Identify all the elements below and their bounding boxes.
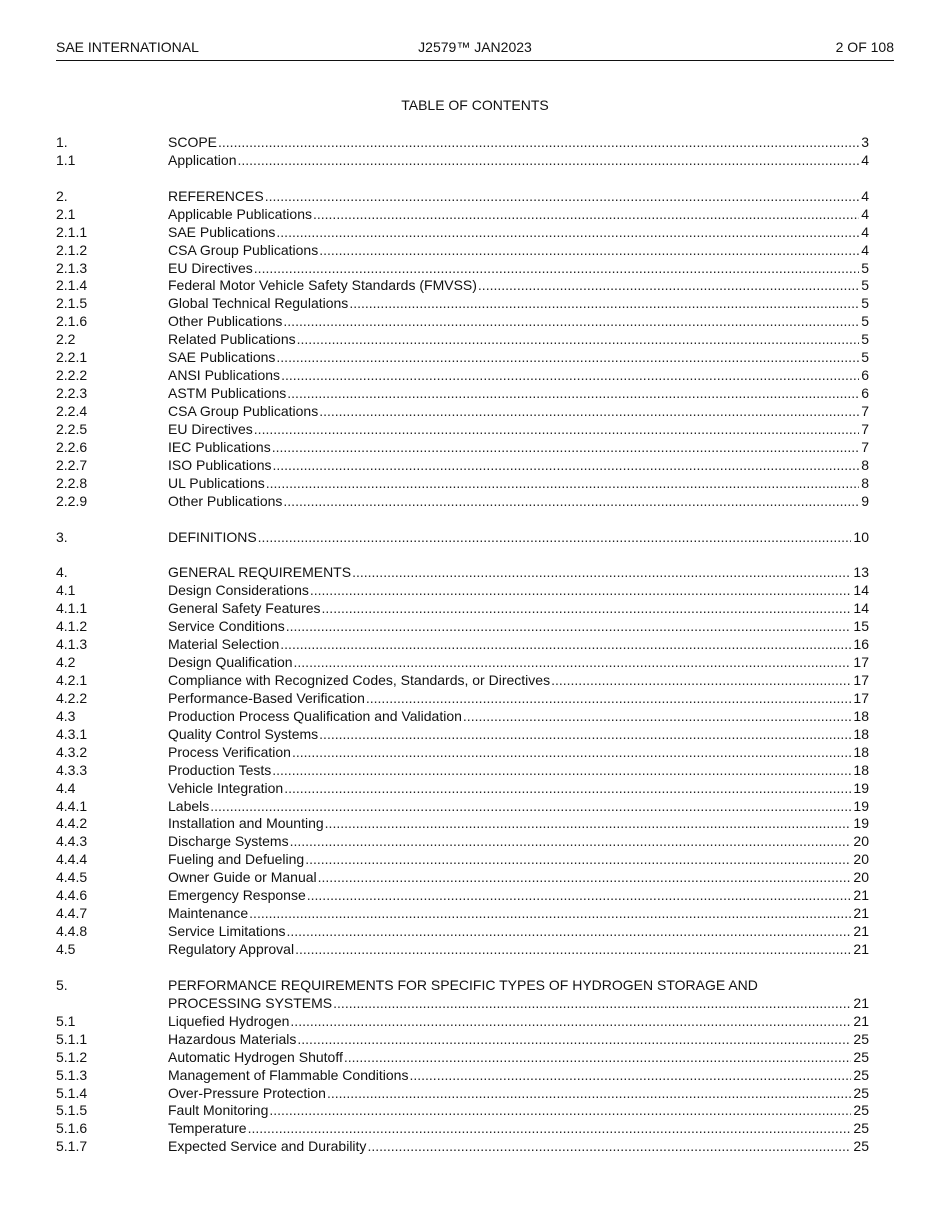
header-organization: SAE INTERNATIONAL	[56, 39, 199, 55]
toc-entry[interactable]	[56, 564, 869, 582]
toc-entry-number: 4.5	[56, 941, 76, 958]
toc-entry[interactable]	[56, 780, 869, 798]
toc-entry[interactable]	[56, 618, 869, 636]
toc-entry-page: 14	[853, 600, 869, 617]
toc-entry-title: Related Publications	[168, 331, 296, 348]
toc-entry-title: UL Publications	[168, 474, 265, 491]
toc-entry-number: 1.	[56, 134, 68, 150]
dot-leader	[366, 690, 852, 708]
dot-leader	[272, 439, 859, 457]
toc-entry-title: SCOPE	[168, 134, 218, 150]
dot-leader	[254, 421, 859, 439]
dot-leader	[352, 564, 851, 582]
dot-leader	[344, 1049, 852, 1067]
toc-entry-title: ANSI Publications	[168, 367, 281, 384]
toc-entry-number: 4.4	[56, 779, 76, 796]
dot-leader	[269, 1102, 851, 1120]
toc-entry[interactable]	[56, 529, 869, 547]
toc-entry-number: 2.2.5	[56, 420, 88, 437]
toc-heading: TABLE OF CONTENTS	[401, 97, 549, 113]
toc-entry-title: Service Limitations	[168, 923, 286, 940]
toc-entry-page: 21	[853, 923, 869, 940]
toc-entry-number: 2.1.2	[56, 241, 88, 258]
toc-entry[interactable]	[56, 1138, 869, 1156]
dot-leader	[210, 798, 851, 816]
toc-entry-number: 5.1.5	[56, 1102, 88, 1119]
toc-entry-number: 4.4.3	[56, 833, 88, 850]
toc-entry-page: 15	[853, 618, 869, 635]
toc-entry-page: 21	[853, 1012, 869, 1029]
toc-entry[interactable]	[56, 672, 869, 690]
toc-entry-number: 4.4.4	[56, 851, 88, 868]
toc-entry[interactable]	[56, 260, 869, 278]
toc-entry-page: 25	[853, 1048, 869, 1065]
toc-entry-title: SAE Publications	[168, 223, 276, 240]
toc-entry-page: 14	[853, 582, 869, 599]
toc-entry-title: Global Technical Regulations	[168, 295, 349, 312]
toc-entry-title: Temperature	[168, 1120, 247, 1137]
dot-leader	[307, 887, 852, 905]
toc-entry[interactable]	[56, 367, 869, 385]
toc-entry-title: Regulatory Approval	[168, 941, 295, 958]
toc-entry-number: 2.1.1	[56, 223, 88, 240]
toc-entry-number: 4.1.1	[56, 600, 88, 617]
toc-entry-page: 25	[853, 1084, 869, 1101]
dot-leader	[258, 529, 852, 547]
dot-leader	[478, 277, 859, 295]
dot-leader	[297, 331, 860, 349]
toc-entry[interactable]	[56, 331, 869, 349]
toc-entry-page: 20	[853, 851, 869, 868]
toc-entry-page: 8	[861, 456, 869, 473]
toc-entry-page: 21	[853, 887, 869, 904]
toc-entry[interactable]	[56, 134, 869, 152]
toc-entry-page: 21	[853, 941, 869, 958]
toc-entry-number: 2.2.6	[56, 438, 88, 455]
toc-entry[interactable]	[56, 152, 869, 170]
toc-entry-number: 4.1	[56, 582, 76, 599]
toc-entry-number: 4.2	[56, 654, 76, 671]
dot-leader	[249, 905, 851, 923]
toc-entry-page: 8	[861, 474, 869, 491]
dot-leader	[319, 726, 851, 744]
dot-leader	[281, 367, 859, 385]
toc-entry[interactable]	[56, 600, 869, 618]
toc-entry[interactable]	[56, 1085, 869, 1103]
toc-entry[interactable]	[56, 1031, 869, 1049]
dot-leader	[319, 242, 859, 260]
toc-entry-page: 19	[853, 797, 869, 814]
dot-leader	[254, 260, 859, 278]
toc-entry-title: Federal Motor Vehicle Safety Standards (FMVSS)	[168, 277, 477, 294]
toc-entry[interactable]	[56, 941, 869, 959]
toc-entry-title: CSA Group Publications	[168, 403, 319, 420]
dot-leader	[276, 224, 859, 242]
dot-leader	[276, 349, 859, 367]
toc-entry-title: Management of Flammable Conditions	[168, 1066, 409, 1083]
toc-entry[interactable]	[56, 762, 869, 780]
dot-leader	[409, 1067, 851, 1085]
toc-entry[interactable]	[56, 798, 869, 816]
toc-entry-number: 4.1.3	[56, 636, 88, 653]
toc-entry[interactable]	[56, 582, 869, 600]
toc-entry-number: 4.4.2	[56, 815, 88, 832]
dot-leader	[322, 600, 852, 618]
toc-entry-title: Expected Service and Durability	[168, 1138, 367, 1155]
toc-entry-number: 4.3.3	[56, 761, 88, 778]
toc-entry-continuation[interactable]	[56, 995, 869, 1013]
toc-entry-page: 4	[861, 241, 869, 258]
toc-entry-number: 2.1.3	[56, 259, 88, 276]
toc-entry-title: Applicable Publications	[168, 205, 312, 222]
dot-leader	[367, 1138, 851, 1156]
toc-entry-number: 4.4.7	[56, 905, 88, 922]
toc-entry-page: 20	[853, 869, 869, 886]
toc-entry-page: 21	[853, 994, 869, 1011]
dot-leader	[266, 475, 859, 493]
toc-entry[interactable]	[56, 923, 869, 941]
toc-entry[interactable]	[56, 1120, 869, 1138]
toc-entry-title: REFERENCES	[168, 187, 264, 204]
toc-entry-title: Application	[168, 151, 237, 168]
toc-entry-number: 4.4.6	[56, 887, 88, 904]
toc-entry-title: CSA Group Publications	[168, 241, 319, 258]
toc-entry-number: 2.2.2	[56, 367, 88, 384]
dot-leader	[283, 493, 859, 511]
toc-entry-title: Material Selection	[168, 636, 280, 653]
toc-entry-title: Labels	[168, 797, 210, 814]
toc-entry-page: 7	[861, 438, 869, 455]
toc-entry-page: 18	[853, 743, 869, 760]
toc-entry-page: 5	[861, 313, 869, 330]
toc-entry-page: 17	[853, 689, 869, 706]
toc-entry-page: 5	[861, 277, 869, 294]
toc-entry[interactable]	[56, 475, 869, 493]
toc-entry[interactable]	[56, 295, 869, 313]
toc-entry[interactable]	[56, 851, 869, 869]
dot-leader	[295, 941, 851, 959]
toc-entry-title: Compliance with Recognized Codes, Standards, or Directives	[168, 671, 551, 688]
toc-entry-page: 10	[853, 528, 869, 545]
toc-entry-page: 16	[853, 636, 869, 653]
dot-leader	[333, 995, 851, 1013]
table-of-contents	[56, 134, 869, 1156]
toc-entry[interactable]	[56, 726, 869, 744]
toc-entry-page: 17	[853, 671, 869, 688]
toc-entry-title: General Safety Features	[168, 600, 321, 617]
toc-entry-page: 5	[861, 295, 869, 312]
toc-entry-number: 5.1.1	[56, 1030, 88, 1047]
toc-entry[interactable]	[56, 385, 869, 403]
toc-entry-title: Maintenance	[168, 905, 249, 922]
toc-entry[interactable]	[56, 1049, 869, 1067]
toc-entry-number: 4.	[56, 564, 68, 581]
toc-entry-title: Discharge Systems	[168, 833, 289, 850]
toc-entry-title: Process Verification	[168, 743, 291, 760]
toc-entry-page: 25	[853, 1030, 869, 1047]
toc-entry-number: 4.1.2	[56, 618, 88, 635]
toc-entry-title: Hazardous Materials	[168, 1030, 297, 1047]
dot-leader	[273, 457, 860, 475]
toc-entry-number: 2.2	[56, 331, 76, 348]
dot-leader	[284, 780, 851, 798]
toc-entry-number: 4.4.5	[56, 869, 88, 886]
toc-entry[interactable]	[56, 224, 869, 242]
toc-entry-title: ISO Publications	[168, 456, 272, 473]
toc-entry-number: 1.1	[56, 151, 76, 168]
toc-entry-number: 4.3.1	[56, 725, 88, 742]
toc-entry-title: Production Tests	[168, 761, 272, 778]
toc-entry-page: 4	[861, 151, 869, 168]
toc-entry-title: Vehicle Integration	[168, 779, 284, 796]
toc-entry-page: 13	[853, 564, 869, 581]
toc-entry-page: 25	[853, 1120, 869, 1137]
toc-entry[interactable]	[56, 869, 869, 887]
toc-entry-number: 2.2.3	[56, 385, 88, 402]
toc-entry-page: 25	[853, 1102, 869, 1119]
toc-entry-title: DEFINITIONS	[168, 528, 257, 545]
toc-entry-page: 4	[861, 187, 869, 204]
toc-entry-page: 5	[861, 331, 869, 348]
toc-entry[interactable]	[56, 349, 869, 367]
dot-leader	[290, 833, 852, 851]
dot-leader	[313, 206, 859, 224]
toc-entry-title: Automatic Hydrogen Shutoff	[168, 1048, 343, 1065]
dot-leader	[280, 636, 851, 654]
dot-leader	[327, 1085, 851, 1103]
dot-leader	[294, 654, 852, 672]
dot-leader	[238, 152, 860, 170]
toc-entry[interactable]	[56, 1013, 869, 1031]
dot-leader	[218, 134, 859, 152]
dot-leader	[272, 762, 851, 780]
toc-entry-number: 2.2.9	[56, 492, 88, 509]
toc-entry-page: 7	[861, 420, 869, 437]
toc-entry-page: 5	[861, 259, 869, 276]
dot-leader	[286, 618, 852, 636]
toc-entry-number: 5.1.2	[56, 1048, 88, 1065]
toc-entry-title: Service Conditions	[168, 618, 285, 635]
toc-entry-title: Other Publications	[168, 492, 283, 509]
toc-entry[interactable]	[56, 708, 869, 726]
toc-entry-page: 4	[861, 223, 869, 240]
toc-entry-title: Liquefied Hydrogen	[168, 1012, 290, 1029]
toc-entry-title: Performance-Based Verification	[168, 689, 365, 706]
toc-entry[interactable]	[56, 815, 869, 833]
toc-entry-number: 2.2.7	[56, 456, 88, 473]
toc-entry[interactable]	[56, 188, 869, 206]
toc-entry-page: 5	[861, 349, 869, 366]
toc-entry-title: PROCESSING SYSTEMS	[168, 994, 333, 1011]
toc-entry-number: 5.	[56, 976, 68, 993]
toc-entry-number: 2.1.5	[56, 295, 88, 312]
dot-leader	[463, 708, 852, 726]
toc-entry-title: Installation and Mounting	[168, 815, 324, 832]
toc-entry-title: EU Directives	[168, 420, 253, 437]
toc-entry[interactable]	[56, 493, 869, 511]
dot-leader	[283, 313, 859, 331]
toc-entry-title: Over-Pressure Protection	[168, 1084, 326, 1101]
toc-entry-title: Fueling and Defueling	[168, 851, 305, 868]
toc-entry-page: 4	[861, 205, 869, 222]
toc-entry[interactable]	[56, 905, 869, 923]
toc-entry-title: ASTM Publications	[168, 385, 287, 402]
toc-entry[interactable]	[56, 403, 869, 421]
toc-entry-page: 19	[853, 815, 869, 832]
page-header	[56, 38, 894, 61]
toc-entry-title: Quality Control Systems	[168, 725, 319, 742]
toc-entry[interactable]	[56, 439, 869, 457]
dot-leader	[287, 385, 859, 403]
toc-entry-page: 9	[861, 492, 869, 509]
dot-leader	[292, 744, 851, 762]
toc-entry-page: 21	[853, 905, 869, 922]
dot-leader	[319, 403, 859, 421]
toc-entry[interactable]	[56, 977, 869, 995]
toc-entry-number: 2.2.4	[56, 403, 88, 420]
header-page-number: 2 OF 108	[835, 39, 894, 55]
toc-entry-page: 25	[853, 1066, 869, 1083]
toc-entry[interactable]	[56, 242, 869, 260]
toc-entry-number: 2.1.6	[56, 313, 88, 330]
toc-entry-page: 7	[861, 403, 869, 420]
toc-entry-page: 25	[853, 1138, 869, 1155]
toc-entry[interactable]	[56, 313, 869, 331]
toc-entry-title: SAE Publications	[168, 349, 276, 366]
toc-entry-title: Production Process Qualification and Validation	[168, 707, 462, 724]
toc-entry[interactable]	[56, 457, 869, 475]
toc-entry-title: Owner Guide or Manual	[168, 869, 317, 886]
toc-entry[interactable]	[56, 206, 869, 224]
toc-entry-title: Other Publications	[168, 313, 283, 330]
toc-entry-number: 2.	[56, 187, 68, 204]
dot-leader	[290, 1013, 851, 1031]
toc-entry[interactable]	[56, 421, 869, 439]
toc-entry[interactable]	[56, 654, 869, 672]
toc-entry-title: Design Considerations	[168, 582, 309, 599]
toc-entry-number: 2.1.4	[56, 277, 88, 294]
toc-entry-page: 19	[853, 779, 869, 796]
toc-entry-title: Fault Monitoring	[168, 1102, 269, 1119]
dot-leader	[305, 851, 851, 869]
toc-entry-page: 6	[861, 367, 869, 384]
toc-entry[interactable]	[56, 636, 869, 654]
toc-entry-number: 5.1.3	[56, 1066, 88, 1083]
toc-entry-number: 5.1.6	[56, 1120, 88, 1137]
header-document-id: J2579™ JAN2023	[418, 39, 532, 55]
toc-entry-number: 4.4.8	[56, 923, 88, 940]
toc-entry-page: 18	[853, 725, 869, 742]
dot-leader	[248, 1120, 852, 1138]
toc-entry-page: 18	[853, 761, 869, 778]
toc-entry[interactable]	[56, 887, 869, 905]
toc-entry-number: 2.2.8	[56, 474, 88, 491]
toc-entry-number: 4.2.2	[56, 689, 88, 706]
toc-entry[interactable]	[56, 690, 869, 708]
toc-entry-number: 4.2.1	[56, 671, 88, 688]
toc-entry-page: 3	[861, 134, 869, 150]
dot-leader	[349, 295, 859, 313]
toc-entry-number: 2.2.1	[56, 349, 88, 366]
toc-entry-title-line1: PERFORMANCE REQUIREMENTS FOR SPECIFIC TYPES OF HYDROGEN STORAGE AND	[168, 976, 758, 993]
toc-entry[interactable]	[56, 1102, 869, 1120]
toc-entry[interactable]	[56, 744, 869, 762]
toc-entry-page: 6	[861, 385, 869, 402]
dot-leader	[265, 188, 860, 206]
toc-entry-page: 17	[853, 654, 869, 671]
toc-entry-number: 2.1	[56, 205, 76, 222]
toc-entry-page: 18	[853, 707, 869, 724]
toc-entry-title: GENERAL REQUIREMENTS	[168, 564, 352, 581]
toc-entry-title: Emergency Response	[168, 887, 306, 904]
dot-leader	[310, 582, 852, 600]
dot-leader	[551, 672, 851, 690]
toc-entry-number: 5.1	[56, 1012, 76, 1029]
toc-entry-number: 4.3	[56, 707, 76, 724]
dot-leader	[318, 869, 852, 887]
dot-leader	[297, 1031, 851, 1049]
toc-entry-number: 5.1.7	[56, 1138, 88, 1155]
toc-entry-title: EU Directives	[168, 259, 253, 276]
toc-entry-number: 4.4.1	[56, 797, 88, 814]
toc-entry-number: 5.1.4	[56, 1084, 88, 1101]
toc-entry[interactable]	[56, 833, 869, 851]
toc-entry[interactable]	[56, 277, 869, 295]
toc-entry-title: Design Qualification	[168, 654, 293, 671]
toc-entry[interactable]	[56, 1067, 869, 1085]
toc-entry-title: IEC Publications	[168, 438, 271, 455]
dot-leader	[325, 815, 852, 833]
toc-entry-number: 4.3.2	[56, 743, 88, 760]
dot-leader	[287, 923, 852, 941]
toc-entry-page: 20	[853, 833, 869, 850]
toc-entry-number: 3.	[56, 528, 68, 545]
